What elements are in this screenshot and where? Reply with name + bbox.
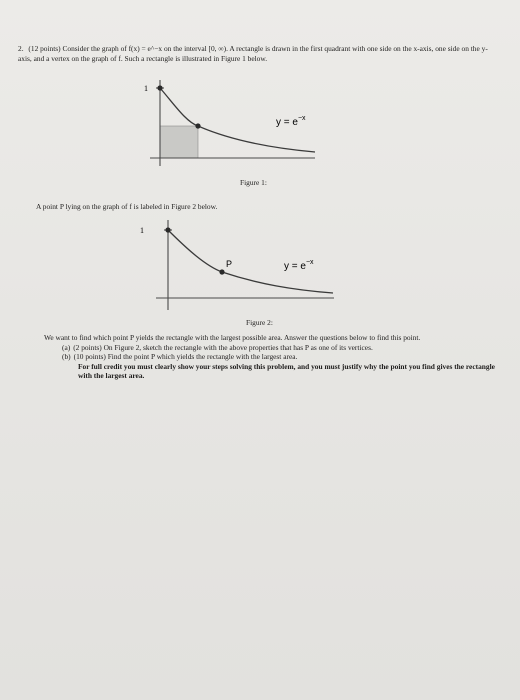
- part-a: [44, 343, 504, 353]
- point-p: [219, 269, 224, 274]
- part-a-tag: (a): [62, 342, 71, 352]
- figure-2: [140, 220, 338, 312]
- curve-label: $y = e^{-x}$: [276, 115, 306, 128]
- curve-label: $y = e^{-x}$: [284, 259, 314, 272]
- point-p-label: P: [226, 259, 233, 269]
- illustrated-rectangle: [160, 126, 198, 158]
- part-b-tag: (b): [62, 352, 71, 361]
- y-intercept-point: [157, 85, 162, 90]
- y-intercept-point: [165, 227, 170, 232]
- rectangle-vertex-point: [195, 123, 200, 128]
- part-a-text: (2 points) On Figure 2, sketch the rectangle with the above properties that has P as one of its vertices.: [73, 342, 373, 352]
- questions-intro: We want to find which point P yields the rectangle with the largest possible area. Answer the questions below to find this point.: [44, 333, 421, 342]
- y-tick-label: 1: [140, 226, 144, 235]
- problem-text: (12 points) Consider the graph of f(x) = e^−x on the interval [0, ∞). A rectangle is drawn in the first quadrant with one side on the x-axis, one side on the y-axis, and a vertex on the graph of f. Such a rectangle is illustrated in Figure 1 below.: [18, 44, 488, 63]
- figure-1: [140, 78, 320, 170]
- figure-2-intro: A point P lying on the graph of f is labeled in Figure 2 below.: [36, 202, 218, 211]
- figure-2-caption: Figure 2:: [246, 318, 273, 327]
- y-tick-label: 1: [144, 84, 148, 93]
- problem-statement: [18, 44, 496, 64]
- figure-1-graph: [140, 78, 320, 170]
- part-b-text: (10 points) Find the point P which yields the rectangle with the largest area.: [73, 352, 298, 361]
- figure-1-caption: Figure 1:: [240, 178, 267, 187]
- questions-block: [44, 333, 504, 381]
- part-b-note: For full credit you must clearly show your steps solving this problem, and you must justify why the point you find gives the rectangle with the largest area.: [78, 361, 495, 380]
- problem-number: 2.: [18, 44, 24, 53]
- part-b: [44, 352, 504, 362]
- figure-2-graph: [140, 220, 338, 312]
